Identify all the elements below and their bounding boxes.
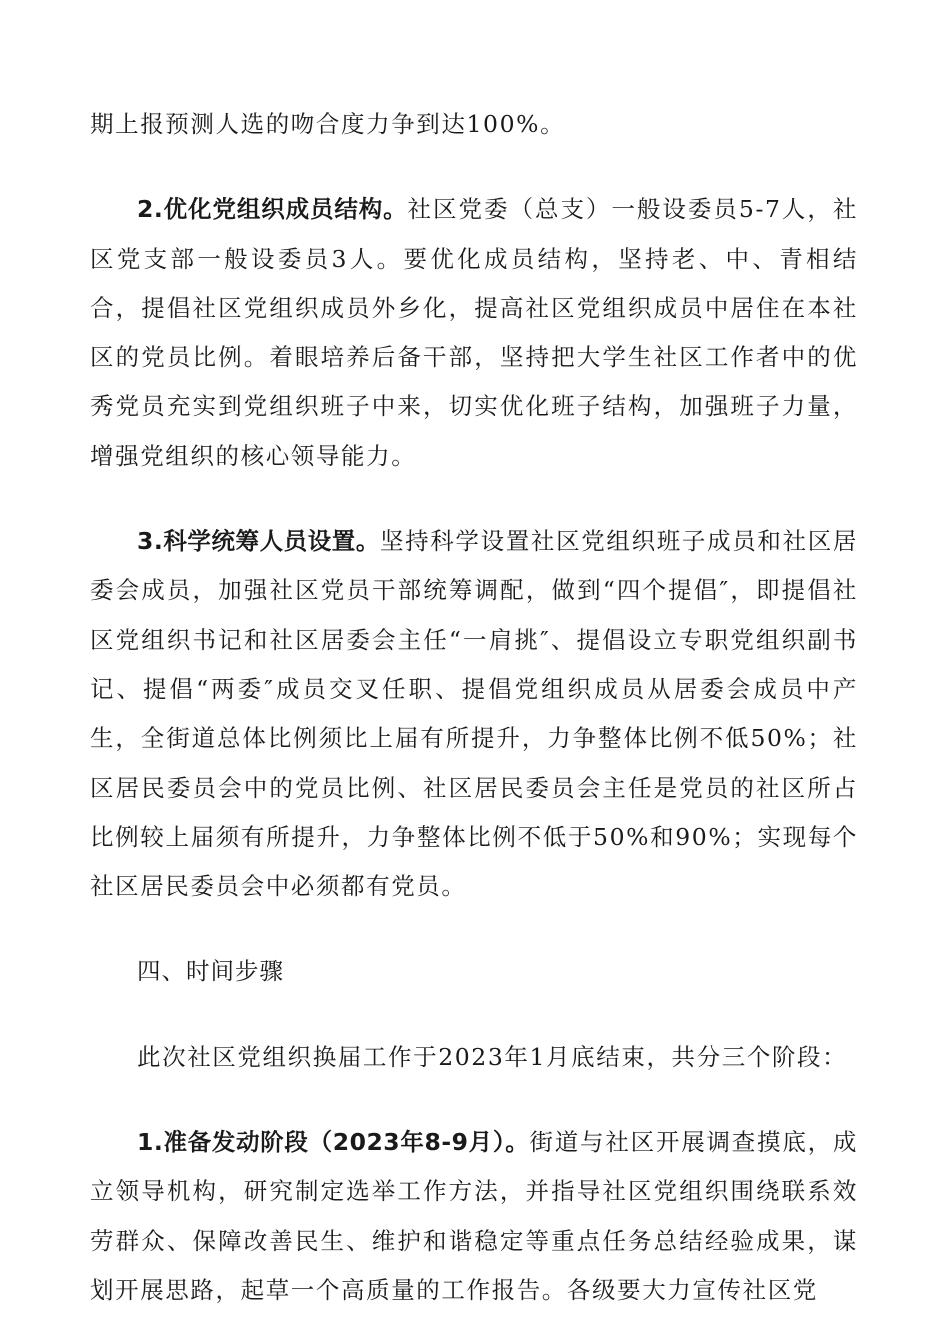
paragraph-preparation-phase	[90, 1118, 858, 1315]
paragraph-gap	[90, 911, 858, 947]
paragraph-lead: 3.科学统筹人员设置。	[137, 527, 380, 556]
paragraph-text: 此次社区党组织换届工作于2023年1月底结束，共分三个阶段：	[137, 1042, 848, 1071]
paragraph-staffing	[90, 517, 858, 911]
paragraph-gap	[90, 997, 858, 1033]
paragraph-gap	[90, 481, 858, 517]
paragraph-lead: 1.准备发动阶段（2023年8-9月）。	[137, 1128, 530, 1157]
paragraph-lead: 2.优化党组织成员结构。	[137, 195, 408, 224]
paragraph-optimize-structure	[90, 185, 858, 481]
paragraph-text: 街道与社区开展调查摸底，成立领导机构，研究制定选举工作方法，并指导社区党组织围绕联系效劳群众、保障改善民生、维护和谐稳定等重点任务总结经验成果，谋划开展思路，起草一个高质量的工作报告。各级要大力宣传社区党	[90, 1128, 858, 1304]
document-body	[90, 100, 858, 1315]
section-heading-text: 四、时间步骤	[137, 957, 284, 986]
paragraph-text: 坚持科学设置社区党组织班子成员和社区居委会成员，加强社区党员干部统筹调配，做到“四个提倡″，即提倡社区党组织书记和社区居委会主任“一肩挑″、提倡设立专职党组织副书记、提倡“两委″成员交叉任职、提倡党组织成员从居委会成员中产生，全街道总体比例须比上届有所提升，力争整体比例不低50%；社区居民委员会中的党员比例、社区居民委员会主任是党员的社区所占比例较上届须有所提升，力争整体比例不低于50%和90%；实现每个社区居民委员会中必须都有党员。	[90, 527, 859, 901]
paragraph-continuation	[90, 100, 858, 149]
paragraph-text: 期上报预测人选的吻合度力争到达100%。	[90, 110, 566, 138]
paragraph-timeline-intro	[90, 1033, 858, 1082]
paragraph-text: 社区党委（总支）一般设委员5-7人，社区党支部一般设委员3人。要优化成员结构，坚持老、中、青相结合，提倡社区党组织成员外乡化，提高社区党组织成员中居住在本社区的党员比例。着眼培养后备干部，坚持把大学生社区工作者中的优秀党员充实到党组织班子中来，切实优化班子结构，加强班子力量，增强党组织的核心领导能力。	[90, 195, 858, 470]
paragraph-gap	[90, 149, 858, 185]
section-heading	[90, 947, 858, 996]
paragraph-gap	[90, 1082, 858, 1118]
